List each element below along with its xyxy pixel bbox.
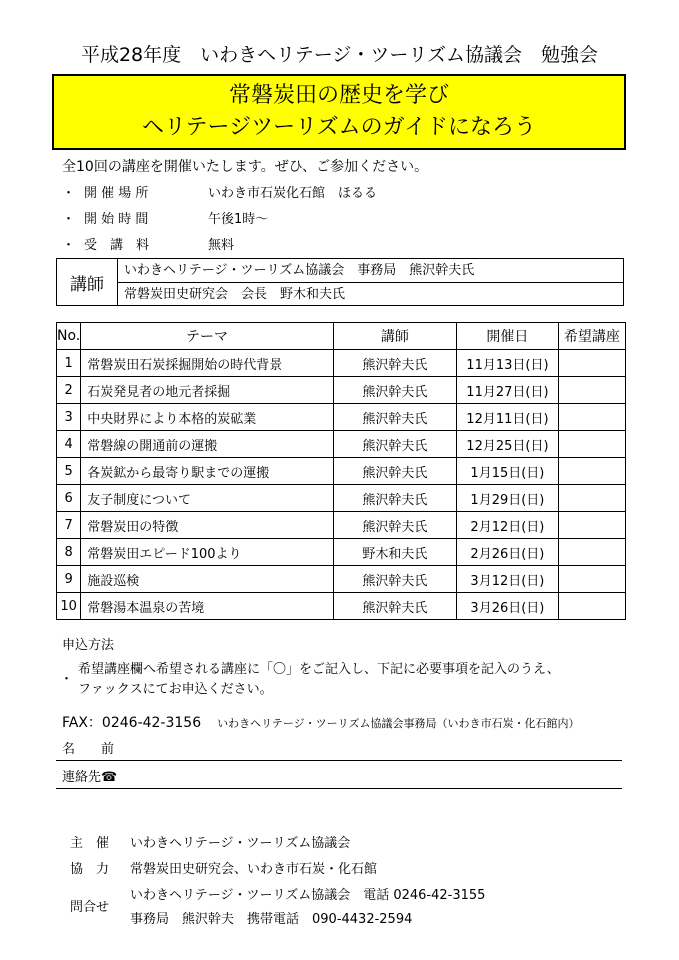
cell-speaker: 熊沢幹夫氏	[333, 512, 456, 539]
cell-speaker: 野木和夫氏	[333, 539, 456, 566]
cell-date: 3月12日(日)	[457, 566, 559, 593]
info-venue	[62, 182, 377, 201]
bullet: ・	[62, 212, 76, 227]
footer-host	[70, 832, 350, 851]
cell-speaker: 熊沢幹夫氏	[333, 593, 456, 620]
cell-theme: 友子制度について	[81, 485, 334, 512]
cell-theme: 各炭鉱から最寄り駅までの運搬	[81, 458, 334, 485]
table-row	[57, 404, 626, 431]
footer-label: 協 力	[70, 862, 110, 877]
instructors-box	[56, 258, 624, 306]
cell-date: 2月26日(日)	[457, 539, 559, 566]
cell-speaker: 熊沢幹夫氏	[333, 566, 456, 593]
cell-no: 9	[57, 566, 81, 593]
table-row	[57, 377, 626, 404]
info-fee	[62, 234, 234, 253]
cell-theme: 常磐線の開通前の運搬	[81, 431, 334, 458]
footer-cooperation	[70, 858, 377, 877]
footer-value: いわきヘリテージ・ツーリズム協議会	[130, 836, 351, 851]
footer-inquiry-mobile: 事務局 熊沢幹夫 携帯電話 090-4432-2594	[130, 912, 413, 927]
cell-theme: 中央財界により本格的炭砿業	[81, 404, 334, 431]
info-time	[62, 208, 268, 227]
cell-wish[interactable]	[558, 404, 625, 431]
banner-line-1: 常磐炭田の歴史を学び	[228, 83, 449, 108]
cell-wish[interactable]	[558, 539, 625, 566]
table-row	[57, 350, 626, 377]
info-label: 開 催 場 所	[84, 186, 149, 201]
bullet: ・	[60, 672, 74, 687]
cell-date: 1月15日(日)	[457, 458, 559, 485]
info-label: 受 講 料	[84, 238, 150, 253]
cell-no: 4	[57, 431, 81, 458]
cell-speaker: 熊沢幹夫氏	[333, 404, 456, 431]
instructor-row: いわきヘリテージ・ツーリズム協議会 事務局 熊沢幹夫氏	[118, 259, 623, 283]
cell-speaker: 熊沢幹夫氏	[333, 485, 456, 512]
apply-line-1: 希望講座欄へ希望される講座に「〇」をご記入し、下記に必要事項を記入のうえ、	[78, 662, 560, 677]
title-banner	[52, 74, 626, 150]
fax-line	[62, 712, 579, 732]
cell-no: 1	[57, 350, 81, 377]
cell-no: 8	[57, 539, 81, 566]
table-row	[57, 458, 626, 485]
cell-date: 1月29日(日)	[457, 485, 559, 512]
info-value: いわき市石炭化石館 ほるる	[208, 186, 378, 201]
cell-theme: 常磐炭田エピード100より	[81, 539, 334, 566]
cell-no: 3	[57, 404, 81, 431]
cell-wish[interactable]	[558, 377, 625, 404]
cell-wish[interactable]	[558, 566, 625, 593]
cell-wish[interactable]	[558, 458, 625, 485]
cell-no: 5	[57, 458, 81, 485]
table-row	[57, 512, 626, 539]
page-header: 平成28年度 いわきヘリテージ・ツーリズム協議会 勉強会	[80, 44, 599, 66]
footer-inquiry-label: 問合せ	[70, 900, 110, 915]
cell-speaker: 熊沢幹夫氏	[333, 431, 456, 458]
table-header-row	[57, 323, 626, 350]
cell-date: 11月27日(日)	[457, 377, 559, 404]
contact-label: 連絡先☎	[62, 770, 118, 785]
cell-date: 2月12日(日)	[457, 512, 559, 539]
column-header: テーマ	[81, 323, 334, 350]
contact-field-line[interactable]	[56, 788, 622, 789]
instructor-row: 常磐炭田史研究会 会長 野木和夫氏	[124, 287, 346, 302]
info-value: 午後1時～	[208, 212, 269, 227]
cell-theme: 常磐炭田の特徴	[81, 512, 334, 539]
cell-theme: 常磐炭田石炭採掘開始の時代背景	[81, 350, 334, 377]
table-row	[57, 539, 626, 566]
instructors-heading: 講師	[57, 259, 118, 305]
footer-label: 主 催	[70, 836, 110, 851]
cell-no: 10	[57, 593, 81, 620]
cell-theme: 石炭発見者の地元者採掘	[81, 377, 334, 404]
info-value: 無料	[208, 238, 235, 253]
apply-title: 申込方法	[62, 638, 115, 653]
cell-theme: 施設巡検	[81, 566, 334, 593]
table-row	[57, 485, 626, 512]
info-label: 開 始 時 間	[84, 212, 149, 227]
bullet: ・	[62, 238, 76, 253]
cell-wish[interactable]	[558, 431, 625, 458]
table-row	[57, 566, 626, 593]
cell-wish[interactable]	[558, 350, 625, 377]
apply-instructions	[78, 660, 560, 700]
cell-speaker: 熊沢幹夫氏	[333, 458, 456, 485]
cell-no: 6	[57, 485, 81, 512]
table-row	[57, 431, 626, 458]
cell-date: 12月11日(日)	[457, 404, 559, 431]
cell-no: 2	[57, 377, 81, 404]
fax-org: いわきヘリテージ・ツーリズム協議会事務局（いわき市石炭・化石館内）	[217, 717, 580, 730]
cell-wish[interactable]	[558, 485, 625, 512]
table-row	[57, 593, 626, 620]
cell-wish[interactable]	[558, 512, 625, 539]
name-field-line[interactable]	[56, 760, 622, 761]
cell-no: 7	[57, 512, 81, 539]
column-header: 開催日	[457, 323, 559, 350]
bullet: ・	[62, 186, 76, 201]
column-header: 講師	[333, 323, 456, 350]
cell-wish[interactable]	[558, 593, 625, 620]
cell-date: 12月25日(日)	[457, 431, 559, 458]
cell-date: 3月26日(日)	[457, 593, 559, 620]
apply-line-2: ファックスにてお申込ください。	[78, 682, 273, 697]
column-header: No.	[57, 323, 81, 350]
footer-value: 常磐炭田史研究会、いわき市石炭・化石館	[130, 862, 378, 877]
lecture-table	[56, 322, 626, 620]
column-header: 希望講座	[558, 323, 625, 350]
fax-number: FAX：0246-42-3156	[62, 715, 202, 731]
cell-date: 11月13日(日)	[457, 350, 559, 377]
name-label: 名 前	[62, 742, 115, 757]
cell-speaker: 熊沢幹夫氏	[333, 377, 456, 404]
intro-text: 全10回の講座を開催いたします。ぜひ、ご参加ください。	[62, 159, 429, 175]
footer-inquiry-phone: いわきヘリテージ・ツーリズム協議会 電話 0246-42-3155	[130, 888, 486, 903]
cell-speaker: 熊沢幹夫氏	[333, 350, 456, 377]
cell-theme: 常磐湯本温泉の苦境	[81, 593, 334, 620]
banner-line-2: ヘリテージツーリズムのガイドになろう	[141, 115, 537, 140]
